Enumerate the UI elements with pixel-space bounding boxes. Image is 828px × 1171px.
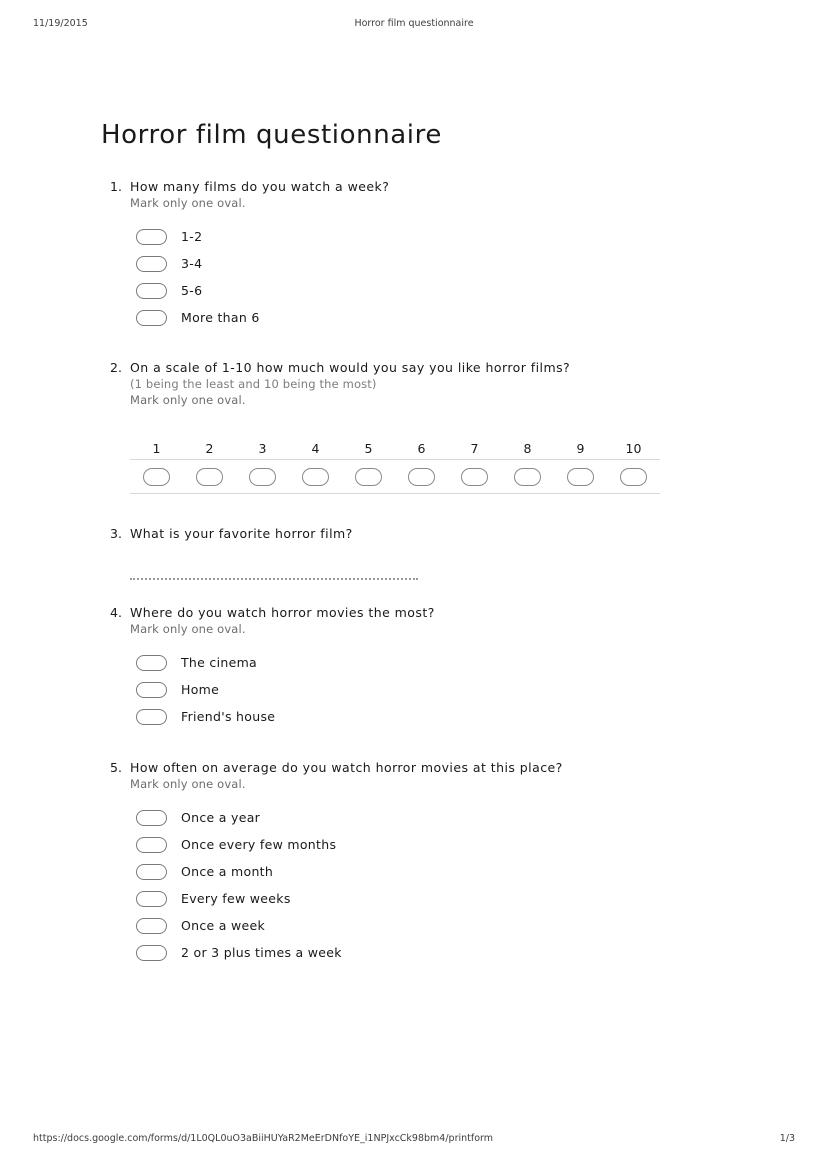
option-row[interactable]: [136, 223, 810, 250]
option-label: The cinema: [181, 655, 258, 670]
short-answer-input[interactable]: [130, 575, 418, 580]
scale-cell[interactable]: [554, 468, 607, 486]
question-4-options: [136, 649, 810, 730]
question-2: [110, 359, 810, 408]
option-row[interactable]: [136, 703, 810, 730]
radio-oval-icon[interactable]: [136, 837, 167, 853]
page-header: [0, 18, 828, 34]
question-3-text: What is your favorite horror film?: [130, 526, 353, 541]
radio-oval-icon[interactable]: [136, 283, 167, 299]
radio-oval-icon[interactable]: [408, 468, 435, 486]
question-5-heading: [110, 759, 810, 776]
radio-oval-icon[interactable]: [136, 918, 167, 934]
question-2-heading: [110, 359, 810, 376]
option-label: Once a month: [181, 864, 274, 879]
page-footer: [0, 1133, 828, 1149]
question-3-heading: [110, 525, 810, 542]
question-2-hint: Mark only one oval.: [130, 393, 246, 407]
question-5-options: [136, 804, 810, 966]
question-4: [110, 604, 810, 730]
radio-oval-icon[interactable]: [461, 468, 488, 486]
question-5-text: How often on average do you watch horror movies at this place?: [130, 760, 563, 775]
scale-cell[interactable]: [342, 468, 395, 486]
scale-cell[interactable]: [289, 468, 342, 486]
scale-cell[interactable]: [607, 468, 660, 486]
question-4-text: Where do you watch horror movies the most?: [130, 605, 435, 620]
scale-cell[interactable]: [501, 468, 554, 486]
option-row[interactable]: [136, 649, 810, 676]
radio-oval-icon[interactable]: [249, 468, 276, 486]
radio-oval-icon[interactable]: [136, 891, 167, 907]
question-4-heading: [110, 604, 810, 621]
scale-cell[interactable]: [448, 468, 501, 486]
scale-cell[interactable]: [236, 468, 289, 486]
question-5-hint: Mark only one oval.: [130, 777, 246, 791]
header-document-title: Horror film questionnaire: [354, 18, 474, 29]
option-label: 1-2: [181, 229, 203, 244]
option-label: Every few weeks: [181, 891, 291, 906]
option-label: Once a week: [181, 918, 266, 933]
question-3-number: 3.: [110, 526, 122, 541]
option-label: 2 or 3 plus times a week: [181, 945, 342, 960]
radio-oval-icon[interactable]: [143, 468, 170, 486]
scale-cell[interactable]: [395, 468, 448, 486]
footer-source-url: https://docs.google.com/forms/d/1L0QL0uO3aBiiHUYaR2MeErDNfoYE_i1NPJxcCk98bm4/printform: [33, 1133, 494, 1144]
radio-oval-icon[interactable]: [136, 310, 167, 326]
scale-label: 1: [152, 440, 161, 456]
option-label: 5-6: [181, 283, 203, 298]
option-row[interactable]: [136, 858, 810, 885]
option-row[interactable]: [136, 885, 810, 912]
scale-grid: [130, 437, 660, 494]
radio-oval-icon[interactable]: [136, 229, 167, 245]
radio-oval-icon[interactable]: [136, 810, 167, 826]
scale-label: 7: [470, 440, 479, 456]
question-1-heading: [110, 178, 810, 195]
radio-oval-icon[interactable]: [136, 682, 167, 698]
option-row[interactable]: [136, 831, 810, 858]
scale-label: 9: [576, 440, 585, 456]
question-1: [110, 178, 810, 331]
option-label: 3-4: [181, 256, 203, 271]
question-1-options: [136, 223, 810, 331]
option-label: Friend's house: [181, 709, 276, 724]
scale-label: 8: [523, 440, 532, 456]
radio-oval-icon[interactable]: [136, 945, 167, 961]
scale-label: 3: [258, 440, 267, 456]
question-1-number: 1.: [110, 179, 122, 194]
radio-oval-icon[interactable]: [355, 468, 382, 486]
question-4-number: 4.: [110, 605, 122, 620]
question-2-number: 2.: [110, 360, 122, 375]
scale-label: 2: [205, 440, 214, 456]
scale-label: 4: [311, 440, 320, 456]
footer-page-number: 1/3: [779, 1133, 795, 1144]
question-2-text: On a scale of 1-10 how much would you say you like horror films?: [130, 360, 571, 375]
radio-oval-icon[interactable]: [136, 864, 167, 880]
option-row[interactable]: [136, 939, 810, 966]
radio-oval-icon[interactable]: [136, 709, 167, 725]
question-1-hint: Mark only one oval.: [130, 196, 246, 210]
scale-label-row: [130, 437, 660, 459]
option-row[interactable]: [136, 304, 810, 331]
scale-oval-row: [130, 459, 660, 494]
radio-oval-icon[interactable]: [620, 468, 647, 486]
radio-oval-icon[interactable]: [196, 468, 223, 486]
question-5: [110, 759, 810, 966]
option-row[interactable]: [136, 912, 810, 939]
scale-cell[interactable]: [130, 468, 183, 486]
option-label: More than 6: [181, 310, 260, 325]
header-date: 11/19/2015: [33, 18, 88, 29]
option-row[interactable]: [136, 804, 810, 831]
radio-oval-icon[interactable]: [136, 655, 167, 671]
option-label: Home: [181, 682, 220, 697]
option-row[interactable]: [136, 277, 810, 304]
option-row[interactable]: [136, 676, 810, 703]
radio-oval-icon[interactable]: [136, 256, 167, 272]
scale-label: 6: [417, 440, 426, 456]
option-label: Once every few months: [181, 837, 337, 852]
radio-oval-icon[interactable]: [514, 468, 541, 486]
page-title: Horror film questionnaire: [101, 120, 442, 151]
question-3: [110, 525, 810, 542]
question-4-hint: Mark only one oval.: [130, 622, 246, 636]
radio-oval-icon[interactable]: [567, 468, 594, 486]
radio-oval-icon[interactable]: [302, 468, 329, 486]
scale-label: 5: [364, 440, 373, 456]
question-2-subtitle: (1 being the least and 10 being the most): [130, 377, 377, 391]
option-label: Once a year: [181, 810, 261, 825]
option-row[interactable]: [136, 250, 810, 277]
scale-cell[interactable]: [183, 468, 236, 486]
scale-label: 10: [625, 440, 642, 456]
question-5-number: 5.: [110, 760, 122, 775]
question-1-text: How many films do you watch a week?: [130, 179, 390, 194]
